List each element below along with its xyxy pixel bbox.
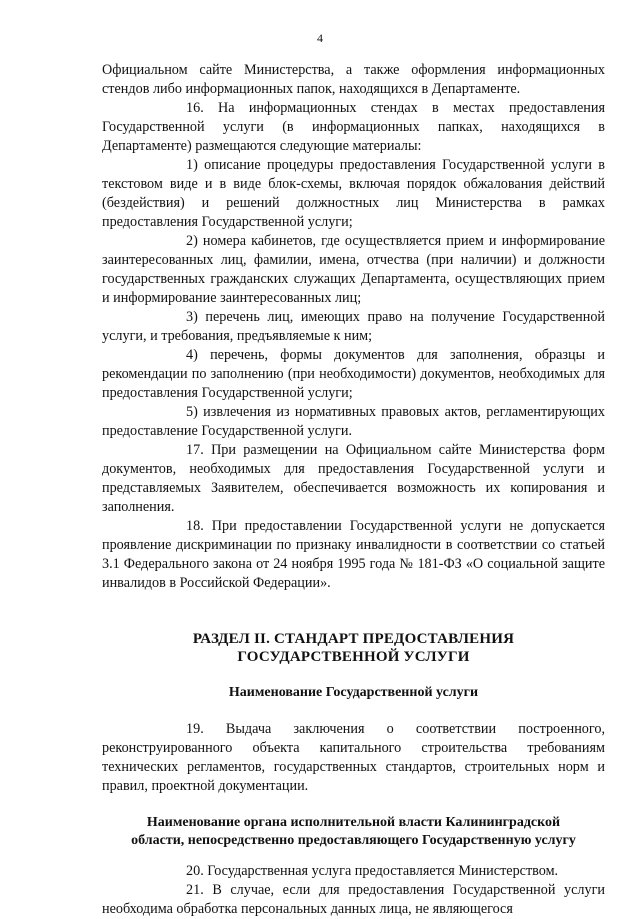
paragraph-17 bbox=[102, 441, 605, 517]
list-item-number: 1) bbox=[186, 157, 198, 173]
paragraph-number: 16. bbox=[186, 100, 204, 116]
list-item-number: 2) bbox=[186, 233, 198, 249]
list-item-text: перечень, формы документов для заполнения, образцы и рекомендации по заполнению (при необходимости) документов, необходимых для предоставления Государственной услуги; bbox=[102, 347, 605, 401]
list-item-text: извлечения из нормативных правовых актов, регламентирующих предоставление Государственной услуги. bbox=[102, 404, 605, 439]
list-item-text: описание процедуры предоставления Государственной услуги в текстовом виде и в виде блок-схемы, включая порядок обжалования действий (бездействия) и решений должностных лиц Министерства в рамках предоставления Государственной услуги; bbox=[102, 157, 605, 230]
document-body bbox=[102, 61, 605, 919]
list-item-number: 3) bbox=[186, 309, 198, 325]
subheading-service-name: Наименование Государственной услуги bbox=[228, 685, 479, 700]
paragraph-21 bbox=[102, 881, 605, 919]
list-item-2 bbox=[102, 232, 605, 308]
paragraph-18 bbox=[102, 517, 605, 593]
paragraph-text: Выдача заключения о соответствии построенного, реконструированного объекта капитального строительства требованиям технических регламентов, государственных стандартов, строительных норм и правил, проектной документации. bbox=[102, 721, 606, 794]
list-item-5 bbox=[102, 403, 605, 441]
paragraph-text: При размещении на Официальном сайте Министерства форм документов, необходимых для предоставления Государственной услуги и представляемых Заявителем, обеспечивается возможность их копирования и заполнения. bbox=[102, 442, 606, 515]
paragraph-16 bbox=[102, 99, 605, 156]
section-title-line-2: ГОСУДАРСТВЕННОЙ УСЛУГИ bbox=[237, 649, 470, 665]
paragraph-continuation bbox=[102, 61, 605, 99]
paragraph-text: Государственная услуга предоставляется Министерством. bbox=[207, 863, 559, 879]
subheading-authority bbox=[102, 814, 605, 850]
paragraph-number: 21. bbox=[186, 882, 204, 898]
section-title bbox=[102, 630, 605, 666]
paragraph-text: На информационных стендах в местах предоставления Государственной услуги (в информационных папках, находящихся в Департаменте) размещаются следующие материалы: bbox=[102, 100, 605, 154]
list-item-3 bbox=[102, 308, 605, 346]
paragraph-number: 20. bbox=[186, 863, 204, 879]
list-item-number: 5) bbox=[186, 404, 198, 420]
paragraph-text: При предоставлении Государственной услуги не допускается проявление дискриминации по признаку инвалидности в соответствии со статьей 3.1 Федерального закона от 24 ноября 1995 года № 181-ФЗ «О социальной защите инвалидов в Российской Федерации». bbox=[102, 518, 605, 591]
subheading-authority-line-1: Наименование органа исполнительной власти Калининградской bbox=[146, 815, 561, 830]
list-item-1 bbox=[102, 156, 605, 232]
list-item-text: номера кабинетов, где осуществляется прием и информирование заинтересованных лиц, фамилии, имена, отчества (при наличии) и должности государственных гражданских служащих Департамента, осуществляющих прием и информирование заинтересованных лиц; bbox=[102, 233, 605, 306]
paragraph-number: 18. bbox=[186, 518, 204, 534]
paragraph-20 bbox=[102, 862, 605, 881]
paragraph-text: В случае, если для предоставления Государственной услуги необходима обработка персональных данных лица, не являющегося bbox=[102, 882, 606, 917]
paragraph-19 bbox=[102, 720, 605, 796]
list-item-text: перечень лиц, имеющих право на получение Государственной услуги, и требования, предъявляемые к ним; bbox=[102, 309, 605, 344]
page-number: 4 bbox=[317, 31, 323, 45]
list-item-4 bbox=[102, 346, 605, 403]
subheading-authority-line-2: области, непосредственно предоставляющего Государственную услугу bbox=[131, 833, 576, 848]
section-title-line-1: РАЗДЕЛ II. СТАНДАРТ ПРЕДОСТАВЛЕНИЯ bbox=[192, 631, 515, 647]
paragraph-number: 19. bbox=[186, 721, 204, 737]
paragraph-text: Официальном сайте Министерства, а также оформления информационных стендов либо информационных папок, находящихся в Департаменте. bbox=[102, 62, 605, 97]
list-item-number: 4) bbox=[186, 347, 198, 363]
paragraph-number: 17. bbox=[186, 442, 204, 458]
